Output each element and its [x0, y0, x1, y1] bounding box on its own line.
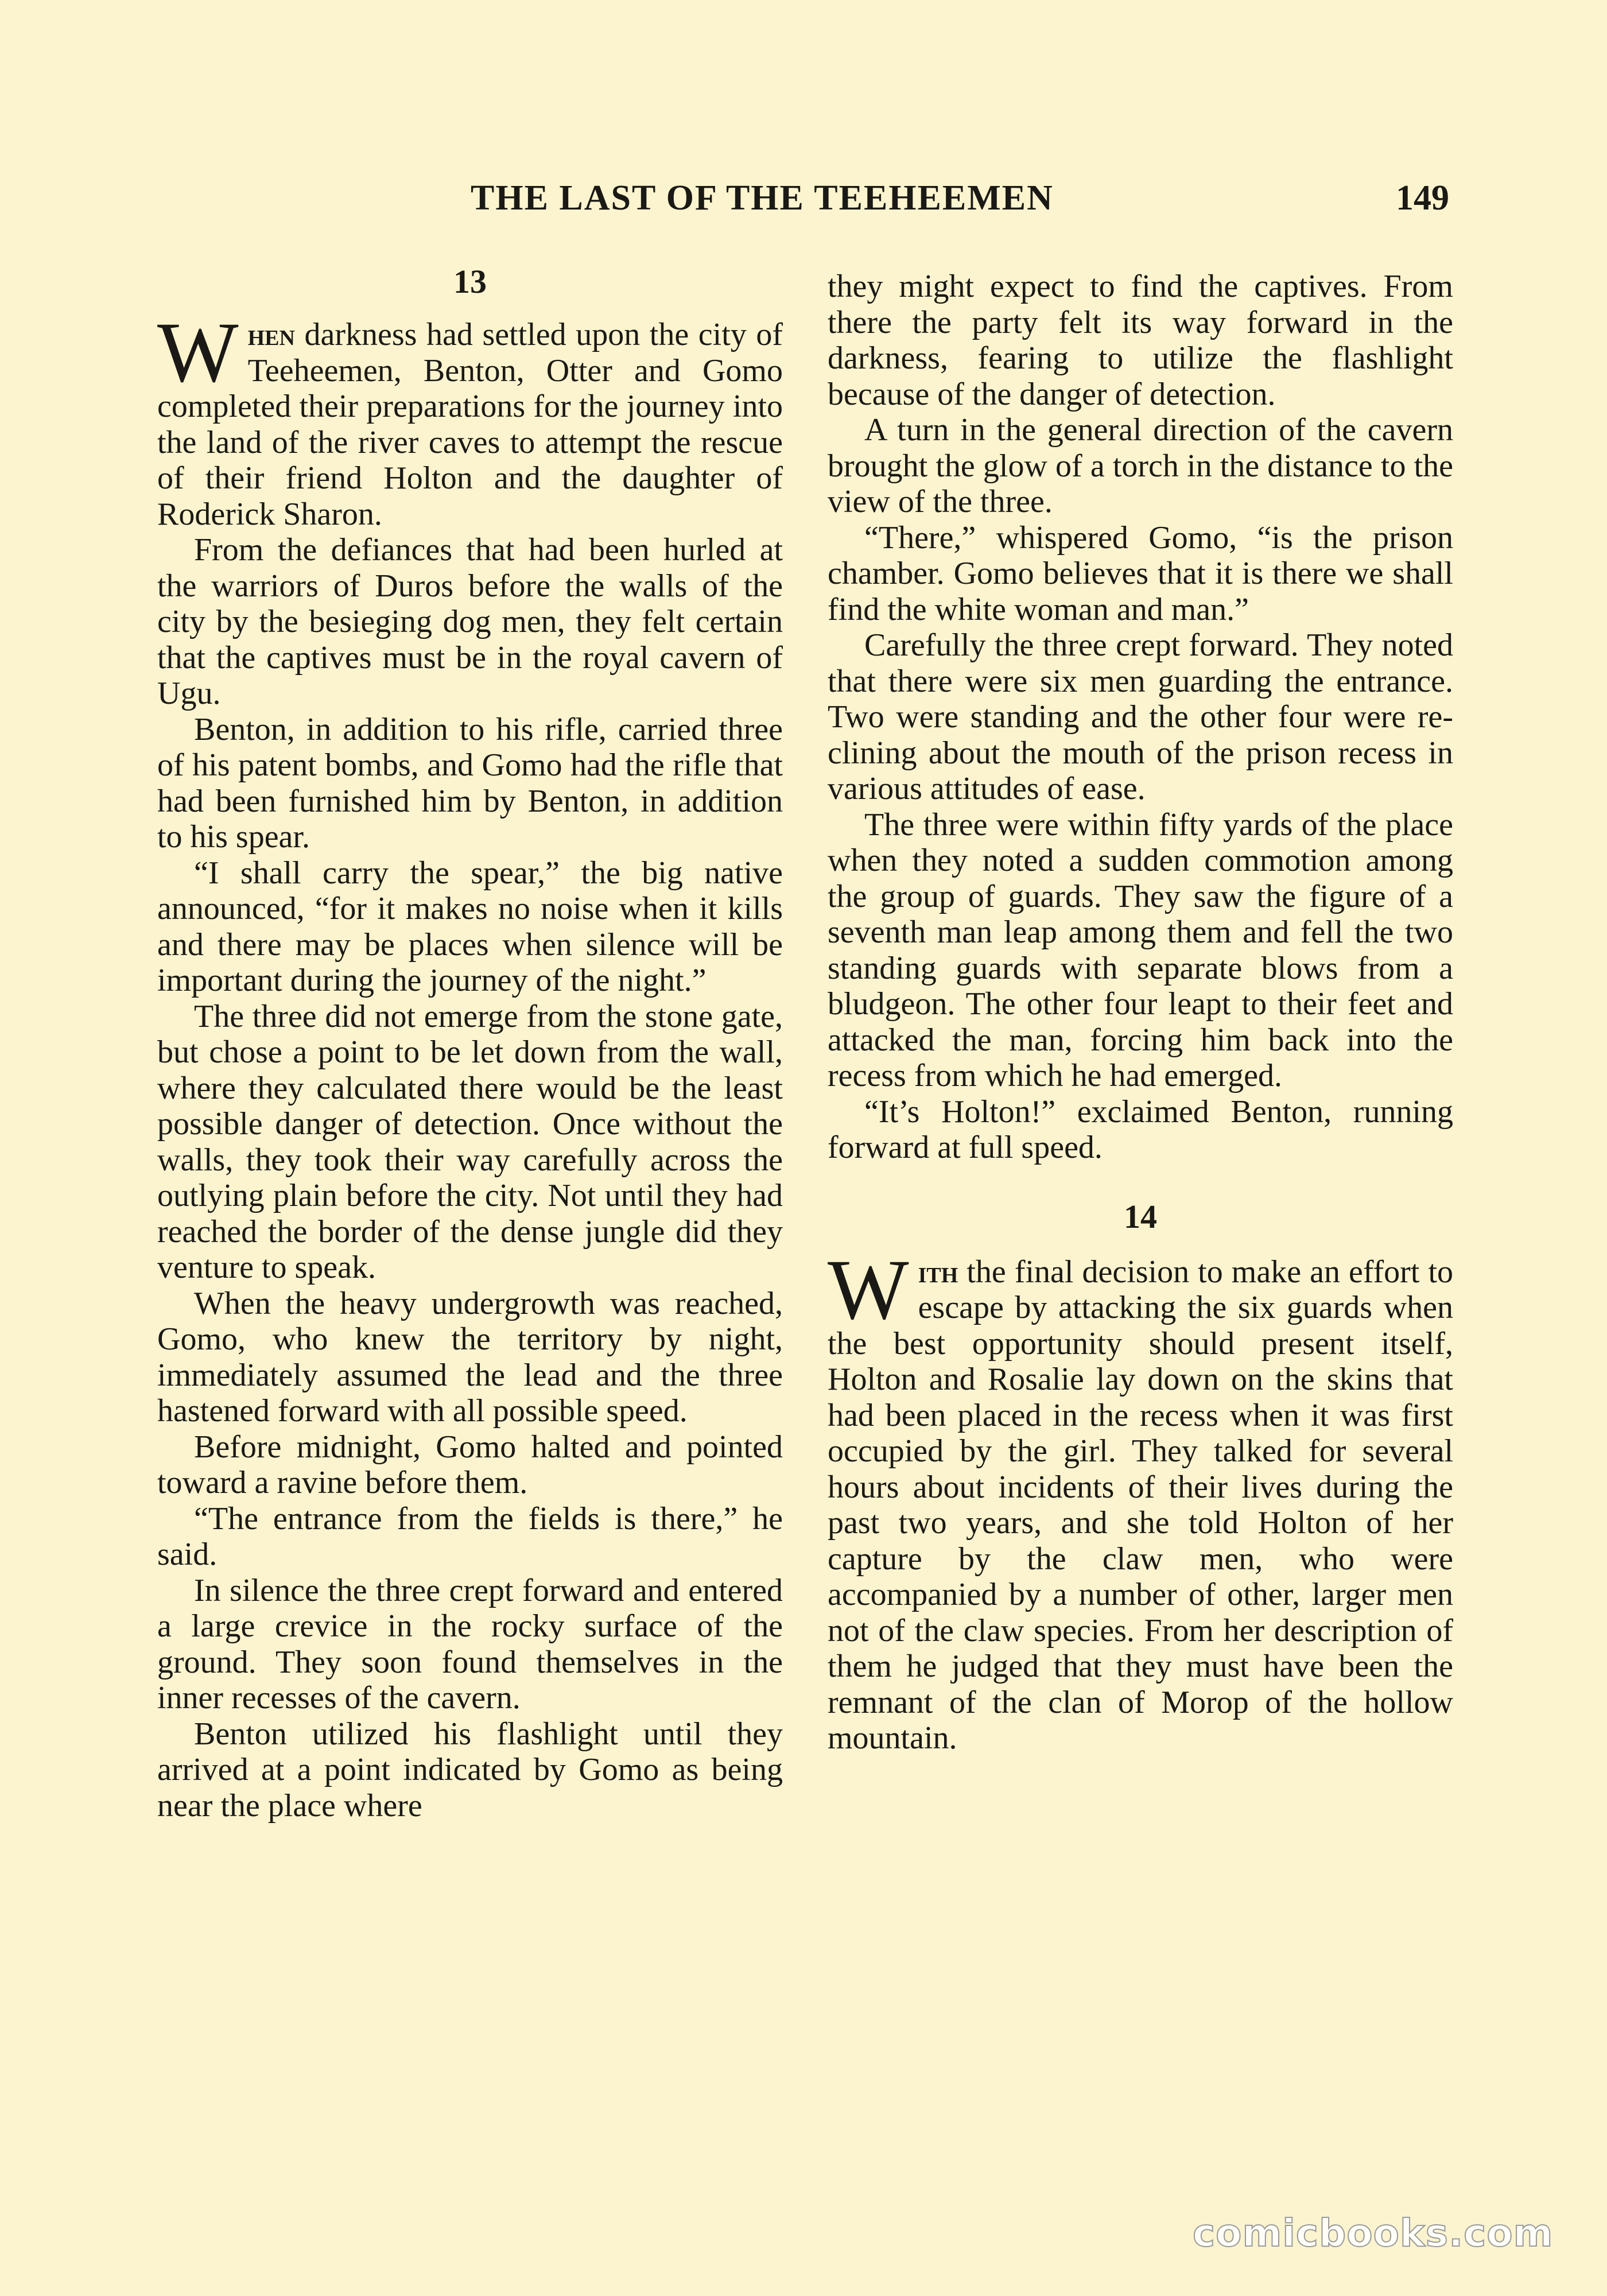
- paragraph: Benton, in addition to his rifle, carried three of his patent bombs, and Gomo had the rifle that had been furnished him by Benton, in addition to his spear.: [157, 711, 783, 855]
- paragraph: The three did not emerge from the stone gate, but chose a point to be let down from the wall, where they calculated there would be the least possible danger of detection. Once without the walls, they took their way carefully across the outlying plain before the city. Not until they had reached the border of the dense jungle did they venture to speak.: [157, 998, 783, 1285]
- paragraph: When the heavy undergrowth was reached, Gomo, who knew the territory by night, immediately assumed the lead and the three hastened forward with all possible speed.: [157, 1285, 783, 1429]
- paragraph: A turn in the general direction of the cavern brought the glow of a torch in the distance to the view of the three.: [828, 412, 1453, 519]
- paragraph: In silence the three crept forward and entered a large crevice in the rocky surface of the ground. They soon found themselves in the inner recesses of the cavern.: [157, 1572, 783, 1716]
- paragraph: Carefully the three crept forward. They noted that there were six men guarding the entrance. Two were standing and the other four were reclining about the mouth of the prison recess in various attitudes of ease.: [828, 627, 1453, 806]
- chapter-number: 13: [453, 263, 487, 300]
- drop-cap: W: [157, 305, 239, 400]
- chapter-opening-paragraph: [157, 305, 783, 532]
- paragraph-text: darkness had settled upon the city of Teeheemen, Benton, Otter and Gomo completed their preparations for the journey into the land of the river caves to attempt the rescue of their friend Holton and the daughter of Roderick Sharon.: [157, 317, 783, 532]
- running-head-title: THE LAST OF THE TEEHEEMEN: [471, 179, 1054, 218]
- opening-small-caps: hen: [247, 317, 295, 352]
- paragraph: The three were within fifty yards of the place when they noted a sudden commotion among the group of guards. They saw the figure of a seventh man leap among them and fell the two standing guards with separate blows from a bludgeon. The other four leapt to their feet and attacked the man, forcing him back into the recess from which he had emerged.: [828, 806, 1453, 1093]
- paragraph: “The entrance from the fields is there,” he said.: [157, 1500, 783, 1572]
- watermark-logo: comicbooks.com: [1193, 2211, 1554, 2255]
- text-column-left: [157, 264, 783, 1824]
- chapter-number: 14: [1124, 1197, 1157, 1235]
- paragraph: “It’s Holton!” exclaimed Benton, running forward at full speed.: [828, 1093, 1453, 1165]
- paragraph-text: the final decision to make an effort to escape by attacking the six guards when the best opportunity should present itself, Holton and Rosalie lay down on the skins that had been placed in the recess when it was first occupied by the girl. They talked for several hours about incidents of their lives during the past two years, and she told Holton of her capture by the claw men, who were accompanied by a number of other, larger men not of the claw species. From her description of them he judged that they must have been the remnant of the clan of Morop of the hollow mountain.: [828, 1254, 1453, 1756]
- paragraph-split-end: they might expect to find the captives. From there the party felt its way forward in the darkness, fearing to utilize the flashlight because of the danger of detection.: [828, 269, 1453, 412]
- chapter-opening-paragraph: [828, 1242, 1453, 1756]
- paragraph: From the defiances that had been hurled at the warriors of Duros before the walls of the city by the besieging dog men, they felt certain that the captives must be in the royal cavern of Ugu.: [157, 532, 783, 711]
- page-number: 149: [1396, 179, 1449, 218]
- paragraph: “There,” whispered Gomo, “is the prison chamber. Gomo believes that it is there we shall find the white woman and man.”: [828, 519, 1453, 627]
- paragraph: “I shall carry the spear,” the big native announced, “for it makes no noise when it kills and there may be places when silence will be important during the journey of the night.”: [157, 855, 783, 998]
- opening-small-caps: ith: [918, 1254, 958, 1289]
- text-column-right: [828, 269, 1453, 1756]
- paragraph-split-start: Benton utilized his flashlight until they arrived at a point indicated by Gomo as being near the place where: [157, 1716, 783, 1824]
- drop-cap: W: [828, 1242, 909, 1337]
- paragraph: Before midnight, Gomo halted and pointed toward a ravine before them.: [157, 1429, 783, 1500]
